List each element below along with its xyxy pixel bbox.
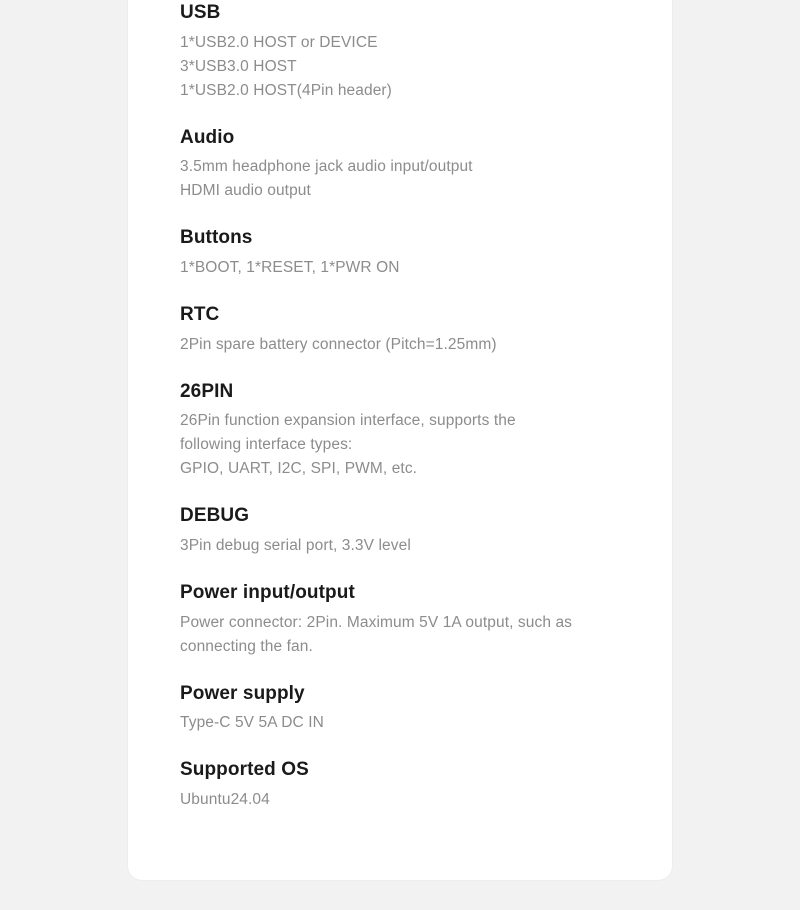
spec-section <box>180 302 632 357</box>
spec-section-line: 1*BOOT, 1*RESET, 1*PWR ON <box>180 259 400 276</box>
spec-section-title: Supported OS <box>180 759 309 781</box>
spec-section <box>180 125 632 204</box>
spec-section-line: 1*USB2.0 HOST or DEVICE <box>180 33 378 51</box>
spec-section-title: 26PIN <box>180 380 234 402</box>
spec-card <box>128 0 672 880</box>
spec-section-title: Audio <box>180 126 235 148</box>
spec-section <box>180 681 632 736</box>
spec-section <box>180 757 632 812</box>
spec-section-line: GPIO, UART, I2C, SPI, PWM, etc. <box>180 460 418 478</box>
spec-section-line: following interface types: <box>180 436 353 454</box>
spec-section-line: Ubuntu24.04 <box>180 790 270 808</box>
spec-section-line: 1*USB2.0 HOST(4Pin header) <box>180 81 392 99</box>
spec-section-title: Power input/output <box>180 582 355 604</box>
spec-section-line: 2Pin spare battery connector (Pitch=1.25mm) <box>180 335 497 353</box>
spec-section-line: 3*USB3.0 HOST <box>180 57 297 75</box>
spec-section-line: 3Pin debug serial port, 3.3V level <box>180 537 411 554</box>
spec-list <box>180 0 632 812</box>
spec-section <box>180 503 632 558</box>
spec-section <box>180 580 632 659</box>
spec-section-line: HDMI audio output <box>180 182 311 200</box>
spec-section-title: RTC <box>180 304 220 326</box>
spec-section-line: 3.5mm headphone jack audio input/output <box>180 158 473 176</box>
spec-section-line: connecting the fan. <box>180 637 313 655</box>
spec-section-line: 26Pin function expansion interface, supports the <box>180 412 516 430</box>
spec-section <box>180 225 632 280</box>
spec-section-line: Power connector: 2Pin. Maximum 5V 1A output, such as <box>180 613 573 631</box>
spec-section-title: Power supply <box>180 682 305 704</box>
spec-section-title: Buttons <box>180 227 253 249</box>
spec-section-title: USB <box>180 2 221 23</box>
spec-section-line: Type-C 5V 5A DC IN <box>180 714 324 732</box>
spec-section <box>180 379 632 482</box>
spec-section <box>180 0 632 103</box>
spec-section-title: DEBUG <box>180 505 250 527</box>
